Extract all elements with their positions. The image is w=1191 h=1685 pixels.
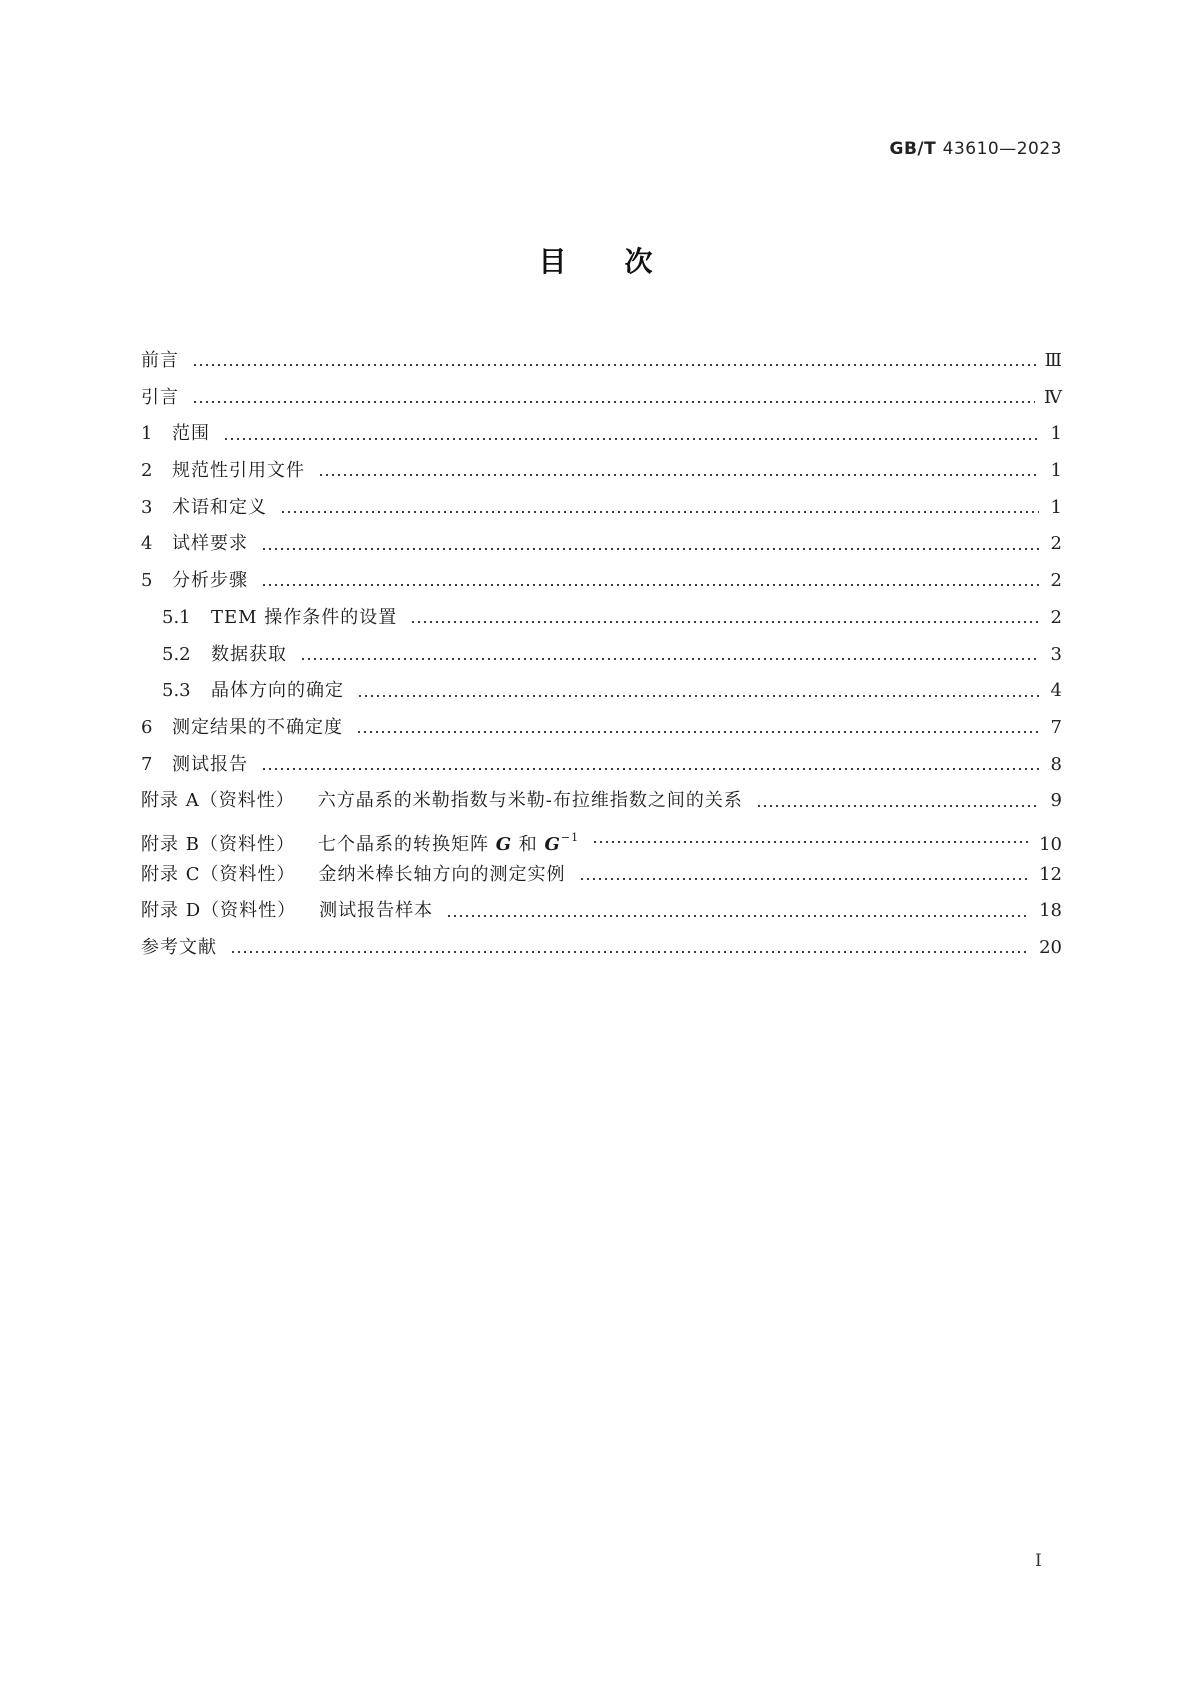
toc-leader-dots bbox=[356, 723, 1039, 733]
toc-entry-page: 1 bbox=[1050, 460, 1062, 482]
toc-entry-number: 5.1 bbox=[162, 606, 191, 628]
toc-leader-dots bbox=[192, 393, 1035, 403]
matrix-symbol-g: G bbox=[544, 833, 561, 855]
toc-entry-page: 2 bbox=[1050, 606, 1062, 628]
toc-entry-number: 3 bbox=[141, 496, 153, 518]
toc-entry-1[interactable] bbox=[141, 416, 1062, 453]
toc-entry-label: 数据获取 bbox=[211, 643, 287, 665]
toc-annex-label: 附录 B（资料性） bbox=[141, 833, 295, 855]
toc-entry-label: 试样要求 bbox=[172, 533, 248, 555]
toc-leader-dots bbox=[579, 870, 1031, 880]
toc-entry-label: 规范性引用文件 bbox=[172, 460, 305, 482]
standard-number: 43610—2023 bbox=[942, 139, 1062, 159]
toc-entry-label: 术语和定义 bbox=[172, 496, 267, 518]
toc-leader-dots bbox=[261, 576, 1039, 586]
toc-leader-dots bbox=[300, 650, 1039, 660]
toc-entry-5-3[interactable] bbox=[141, 673, 1062, 710]
toc-entry-annex-a[interactable] bbox=[141, 783, 1062, 820]
toc-annex-label: 附录 A（资料性） bbox=[141, 790, 295, 812]
toc-leader-dots bbox=[756, 797, 1039, 807]
toc-entry-3[interactable] bbox=[141, 490, 1062, 527]
toc-entry-label: 分析步骤 bbox=[172, 570, 248, 592]
toc-entry-page: 2 bbox=[1050, 570, 1062, 592]
toc-entry-label: 测试报告 bbox=[172, 753, 248, 775]
toc-entry-page: 4 bbox=[1050, 680, 1062, 702]
toc-entry-label: 测定结果的不确定度 bbox=[172, 716, 343, 738]
toc-entry-introduction[interactable] bbox=[141, 380, 1062, 417]
toc-annex-label: 附录 C（资料性） bbox=[141, 863, 296, 885]
toc-leader-dots bbox=[223, 430, 1039, 440]
toc-leader-dots bbox=[192, 356, 1036, 366]
toc-entry-page: 3 bbox=[1050, 643, 1062, 665]
toc-entry-label: 金纳米棒长轴方向的测定实例 bbox=[318, 863, 566, 885]
toc-entry-number: 4 bbox=[141, 533, 153, 555]
toc-leader-dots bbox=[261, 760, 1039, 770]
toc-entry-5[interactable] bbox=[141, 563, 1062, 600]
toc-entry-page: 1 bbox=[1050, 423, 1062, 445]
toc-entry-number: 2 bbox=[141, 460, 153, 482]
matrix-symbol-g-inverse bbox=[544, 830, 580, 855]
toc-entry-page: 2 bbox=[1050, 533, 1062, 555]
toc-entry-page: Ⅳ bbox=[1044, 386, 1062, 408]
toc-entry-4[interactable] bbox=[141, 526, 1062, 563]
toc-entry-annex-b[interactable] bbox=[141, 820, 1062, 857]
toc-leader-dots bbox=[261, 540, 1039, 550]
standard-prefix: GB/T bbox=[889, 139, 937, 159]
page-number: I bbox=[1035, 1551, 1042, 1571]
table-of-contents bbox=[141, 343, 1062, 967]
toc-entry-page: 12 bbox=[1039, 863, 1062, 885]
toc-leader-dots bbox=[410, 613, 1039, 623]
toc-leader-dots bbox=[318, 466, 1039, 476]
toc-entry-foreword[interactable] bbox=[141, 343, 1062, 380]
toc-entry-label: 前言 bbox=[141, 350, 179, 371]
toc-entry-label: 六方晶系的米勒指数与米勒-布拉维指数之间的关系 bbox=[317, 790, 743, 812]
standard-code bbox=[890, 139, 1062, 159]
toc-leader-dots bbox=[357, 687, 1039, 697]
toc-entry-7[interactable] bbox=[141, 747, 1062, 784]
toc-annex-label: 附录 D（资料性） bbox=[141, 900, 297, 922]
toc-leader-dots bbox=[280, 503, 1039, 513]
toc-entry-5-2[interactable] bbox=[141, 637, 1062, 674]
toc-entry-number: 5.3 bbox=[162, 680, 191, 702]
inverse-superscript: −1 bbox=[560, 830, 580, 844]
toc-entry-page: 8 bbox=[1050, 753, 1062, 775]
toc-entry-6[interactable] bbox=[141, 710, 1062, 747]
toc-entry-number: 1 bbox=[141, 423, 153, 445]
toc-entry-number: 6 bbox=[141, 716, 153, 738]
toc-entry-label: 晶体方向的确定 bbox=[211, 680, 344, 702]
toc-entry-page: 1 bbox=[1050, 496, 1062, 518]
toc-entry-annex-d[interactable] bbox=[141, 893, 1062, 930]
toc-entry-page: 20 bbox=[1039, 937, 1062, 958]
toc-entry-page: 10 bbox=[1039, 833, 1062, 855]
toc-entry-label: 参考文献 bbox=[141, 937, 217, 958]
toc-entry-page: Ⅲ bbox=[1044, 350, 1062, 371]
toc-entry-label: 引言 bbox=[141, 386, 179, 408]
toc-entry-label: TEM 操作条件的设置 bbox=[211, 606, 398, 628]
toc-entry-number: 7 bbox=[141, 753, 153, 775]
toc-entry-number: 5.2 bbox=[162, 643, 191, 665]
toc-entry-page: 9 bbox=[1050, 790, 1062, 812]
toc-entry-bibliography[interactable] bbox=[141, 930, 1062, 967]
matrix-symbol-g: G bbox=[495, 833, 513, 855]
toc-entry-annex-c[interactable] bbox=[141, 857, 1062, 894]
toc-entry-5-1[interactable] bbox=[141, 600, 1062, 637]
toc-entry-label-conjunction: 和 bbox=[518, 833, 538, 855]
toc-entry-2[interactable] bbox=[141, 453, 1062, 490]
toc-entry-page: 18 bbox=[1039, 900, 1062, 922]
toc-leader-dots bbox=[592, 833, 1030, 843]
toc-entry-label: 范围 bbox=[172, 423, 210, 445]
toc-entry-number: 5 bbox=[141, 570, 153, 592]
toc-entry-label: 测试报告样本 bbox=[319, 900, 434, 922]
page-title: 目次 bbox=[538, 245, 711, 278]
toc-leader-dots bbox=[446, 907, 1030, 917]
toc-entry-label-text: 七个晶系的转换矩阵 bbox=[317, 833, 489, 855]
toc-leader-dots bbox=[230, 943, 1030, 953]
toc-entry-page: 7 bbox=[1050, 716, 1062, 738]
